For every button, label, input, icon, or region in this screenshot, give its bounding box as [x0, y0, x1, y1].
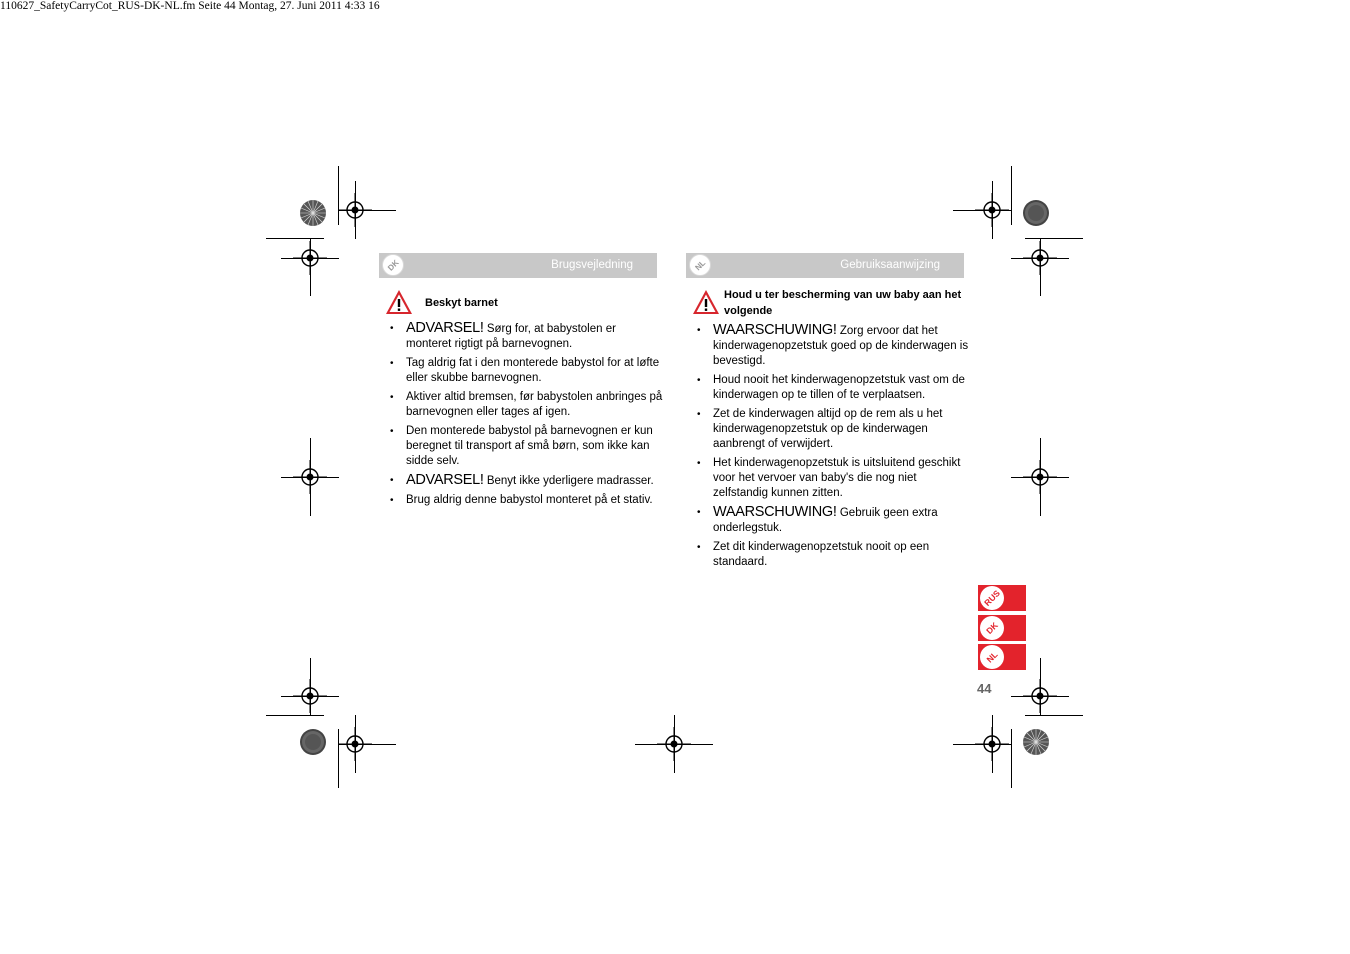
star-target-icon — [299, 199, 327, 227]
warning-triangle-icon — [385, 289, 413, 315]
registration-target-icon — [293, 241, 327, 275]
left-column-header — [379, 253, 657, 278]
list-item: • Zet dit kinderwagenopzetstuk nooit op een standaard. — [692, 540, 970, 570]
registration-target-icon — [293, 679, 327, 713]
registration-target-icon — [657, 727, 691, 761]
right-section-title: Houd u ter bescherming van uw baby aan het volgende — [724, 289, 962, 317]
registration-target-icon — [1023, 241, 1057, 275]
list-item: • Zet de kinderwagen altijd op de rem als u het kinderwagenopzetstuk op de kinderwagen aanbrengt of verwijdert. — [692, 407, 970, 452]
star-target-icon — [299, 728, 327, 756]
left-section-heading — [385, 289, 663, 315]
registration-target-icon — [1023, 460, 1057, 494]
right-column — [692, 287, 970, 574]
registration-target-icon — [338, 193, 372, 227]
left-section-title: Beskyt barnet — [425, 297, 498, 309]
file-header: 110627_SafetyCarryCot_RUS-DK-NL.fm Seite 44 Montag, 27. Juni 2011 4:33 16 — [0, 0, 380, 12]
left-bullet-list — [385, 321, 663, 508]
right-column-header — [686, 253, 964, 278]
right-section-heading — [692, 287, 970, 319]
registration-target-icon — [975, 727, 1009, 761]
page-number: 44 — [977, 681, 992, 696]
language-tab-dk[interactable]: DK — [978, 615, 1026, 641]
list-item: • WAARSCHUWING! Gebruik geen extra onderlegstuk. — [692, 505, 970, 536]
list-item: • Brug aldrig denne babystol monteret på et stativ. — [385, 493, 663, 508]
left-column — [385, 289, 663, 512]
registration-target-icon — [338, 727, 372, 761]
registration-target-icon — [1023, 679, 1057, 713]
left-header-title: Brugsvejledning — [551, 259, 633, 271]
list-item: • Den monterede babystol på barnevognen er kun beregnet til transport af små børn, som ikke kan sidde selv. — [385, 424, 663, 469]
warning-triangle-icon — [692, 289, 720, 315]
list-item: • Houd nooit het kinderwagenopzetstuk vast om de kinderwagen op te tillen of te verplaatsen. — [692, 373, 970, 403]
list-item: • Tag aldrig fat i den monterede babystol for at løfte eller skubbe barnevognen. — [385, 356, 663, 386]
list-item: • WAARSCHUWING! Zorg ervoor dat het kinderwagenopzetstuk goed op de kinderwagen is bevestigd. — [692, 323, 970, 369]
star-target-icon — [1022, 728, 1050, 756]
registration-target-icon — [975, 193, 1009, 227]
right-header-title: Gebruiksaanwijzing — [840, 259, 940, 271]
right-bullet-list — [692, 323, 970, 570]
list-item: • ADVARSEL! Sørg for, at babystolen er monteret rigtigt på barnevognen. — [385, 321, 663, 352]
list-item: • Het kinderwagenopzetstuk is uitsluitend geschikt voor het vervoer van baby's die nog niet zelfstandig kunnen zitten. — [692, 456, 970, 501]
language-tab-rus[interactable]: RUS — [978, 585, 1026, 611]
lang-badge-nl: NL — [689, 254, 711, 276]
list-item: • ADVARSEL! Benyt ikke yderligere madrasser. — [385, 473, 663, 489]
language-tab-nl[interactable]: NL — [978, 644, 1026, 670]
star-target-icon — [1022, 199, 1050, 227]
lang-badge-dk: DK — [382, 254, 404, 276]
registration-target-icon — [293, 460, 327, 494]
list-item: • Aktiver altid bremsen, før babystolen anbringes på barnevognen eller tages af igen. — [385, 390, 663, 420]
